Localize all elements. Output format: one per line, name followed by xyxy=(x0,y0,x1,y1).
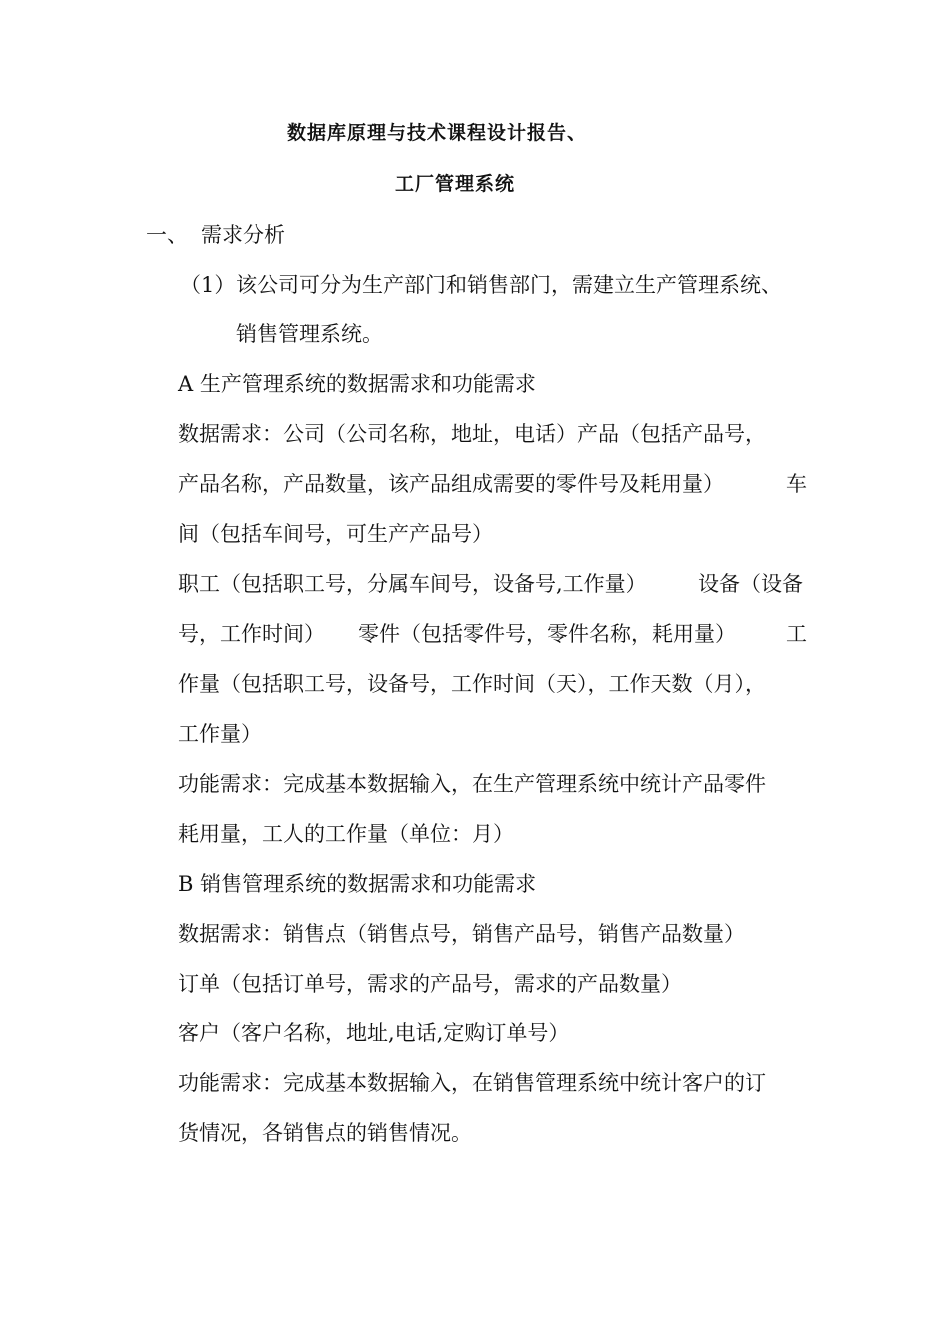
part-a-line: 产品名称，产品数量，该产品组成需要的零件号及耗用量） xyxy=(178,472,724,496)
part-b-line: 数据需求：销售点（销售点号，销售产品号，销售产品数量） xyxy=(178,922,745,946)
part-a-line: 职工（包括职工号，分属车间号，设备号,工作量） xyxy=(178,572,647,596)
part-b-line: 客户（客户名称，地址,电话,定购订单号） xyxy=(178,1021,570,1045)
document-title-line1: 数据库原理与技术课程设计报告、 xyxy=(287,122,588,144)
item-text-line2: 销售管理系统。 xyxy=(236,322,383,346)
item-number: （1） xyxy=(180,273,236,297)
part-b-line: 功能需求：完成基本数据输入，在销售管理系统中统计客户的订 xyxy=(178,1071,766,1095)
part-a-line: 间（包括车间号，可生产产品号） xyxy=(178,522,493,546)
part-a-line: 零件（包括零件号，零件名称，耗用量） xyxy=(358,622,736,646)
part-a-line: 工 xyxy=(786,622,807,646)
part-a-line: 车 xyxy=(786,472,807,496)
part-b-line: 货情况，各销售点的销售情况。 xyxy=(178,1121,472,1145)
part-a-line: 设备（设备 xyxy=(698,572,803,596)
part-b-line: 订单（包括订单号，需求的产品号，需求的产品数量） xyxy=(178,972,682,996)
part-a-line: 工作量） xyxy=(178,722,262,746)
section-heading: 需求分析 xyxy=(201,223,285,247)
section-number: 一、 xyxy=(146,223,188,247)
item-text-line1: 该公司可分为生产部门和销售部门，需建立生产管理系统、 xyxy=(236,273,782,297)
part-a-line: 功能需求：完成基本数据输入，在生产管理系统中统计产品零件 xyxy=(178,772,766,796)
document-title-line2: 工厂管理系统 xyxy=(395,173,516,195)
part-b-heading: B 销售管理系统的数据需求和功能需求 xyxy=(178,872,537,896)
part-a-line: 作量（包括职工号，设备号，工作时间（天），工作天数（月）， xyxy=(178,672,766,696)
part-a-line: 数据需求：公司（公司名称，地址，电话）产品（包括产品号， xyxy=(178,422,766,446)
part-a-line: 耗用量，工人的工作量（单位：月） xyxy=(178,822,514,846)
part-a-line: 号，工作时间） xyxy=(178,622,325,646)
part-a-heading: A 生产管理系统的数据需求和功能需求 xyxy=(178,372,536,396)
